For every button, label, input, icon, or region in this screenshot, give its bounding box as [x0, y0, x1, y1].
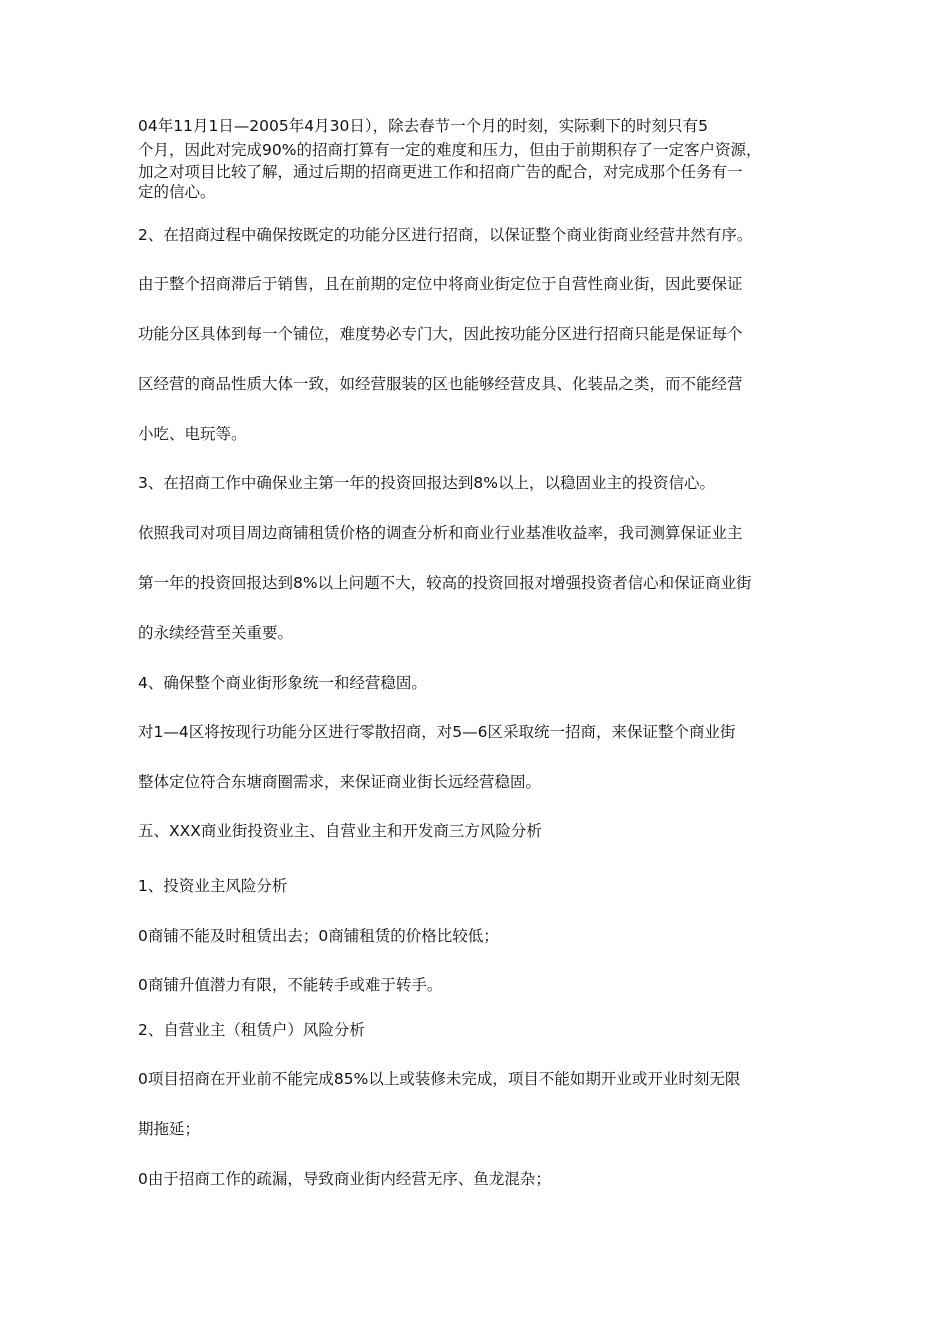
text-line: 期拖延；: [138, 1120, 201, 1138]
text-line: 3、在招商工作中确保业主第一年的投资回报达到8%以上，以稳固业主的投资信心。: [138, 474, 715, 492]
text-line: 个月，因此对完成90%的招商打算有一定的难度和压力，但由于前期积存了一定客户资源，: [138, 141, 762, 159]
text-line: 整体定位符合东塘商圈需求，来保证商业街长远经营稳固。: [138, 773, 542, 791]
text-line: 0商铺不能及时租赁出去；0商铺租赁的价格比较低；: [138, 927, 499, 945]
text-line: 依照我司对项目周边商铺租赁价格的调查分析和商业行业基准收益率，我司测算保证业主: [138, 524, 743, 542]
text-line: 功能分区具体到每一个铺位，难度势必专门大，因此按功能分区进行招商只能是保证每个: [138, 325, 743, 343]
text-line: 0项目招商在开业前不能完成85%以上或装修未完成，项目不能如期开业或开业时刻无限: [138, 1070, 741, 1088]
text-line: 加之对项目比较了解，通过后期的招商更进工作和招商广告的配合，对完成那个任务有一: [138, 163, 743, 181]
text-line: 定的信心。: [138, 183, 216, 201]
text-line: 4、确保整个商业街形象统一和经营稳固。: [138, 674, 427, 692]
text-line: 区经营的商品性质大体一致，如经营服装的区也能够经营皮具、化装品之类，而不能经营: [138, 375, 743, 393]
text-line: 由于整个招商滞后于销售，且在前期的定位中将商业街定位于自营性商业街，因此要保证: [138, 275, 743, 293]
text-line: 的永续经营至关重要。: [138, 624, 294, 642]
text-line: 0由于招商工作的疏漏，导致商业街内经营无序、鱼龙混杂；: [138, 1170, 551, 1188]
text-line: 小吃、电玩等。: [138, 425, 247, 443]
section-heading: 五、XXX商业街投资业主、自营业主和开发商三方风险分析: [138, 822, 542, 840]
text-line: 04年11月1日—2005年4月30日），除去春节一个月的时刻，实际剩下的时刻只有5: [138, 117, 708, 135]
text-line: 0商铺升值潜力有限，不能转手或难于转手。: [138, 976, 443, 994]
text-line: 对1—4区将按现行功能分区进行零散招商，对5—6区采取统一招商，来保证整个商业街: [138, 723, 736, 741]
text-line: 2、自营业主（租赁户）风险分析: [138, 1021, 365, 1039]
text-line: 2、在招商过程中确保按既定的功能分区进行招商，以保证整个商业街商业经营井然有序。: [138, 226, 753, 244]
text-line: 第一年的投资回报达到8%以上问题不大，较高的投资回报对增强投资者信心和保证商业街: [138, 574, 752, 592]
text-line: 1、投资业主风险分析: [138, 877, 288, 895]
